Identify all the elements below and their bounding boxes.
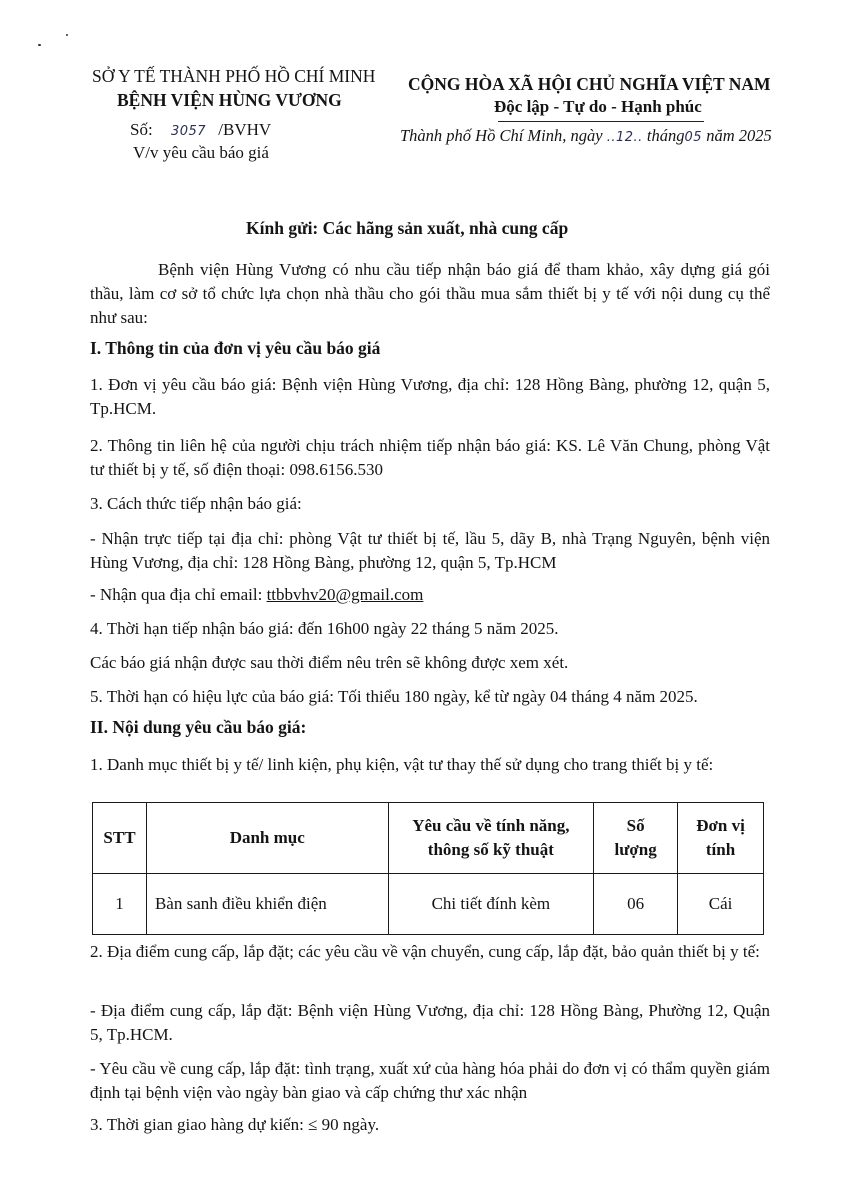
document-date xyxy=(400,126,772,146)
section-2-item-2a: - Địa điểm cung cấp, lắp đặt: Bệnh viện Hùng Vương, địa chỉ: 128 Hồng Bàng, Phường 12, Quận 5, Tp.HCM. xyxy=(90,1001,770,1044)
section-1-item-2: 2. Thông tin liên hệ của người chịu trách nhiệm tiếp nhận báo giá: KS. Lê Văn Chung, phòng Vật tư thiết bị y tế, số điện thoại: 098.6156.530 xyxy=(90,436,770,479)
document-number xyxy=(130,120,271,140)
section-1-item-4-note: Các báo giá nhận được sau thời điểm nêu trên sẽ không được xem xét. xyxy=(90,653,569,672)
section-2-item-2b: - Yêu cầu về cung cấp, lắp đặt: tình trạng, xuất xứ của hàng hóa phải do đơn vị có thẩm quyền giám định tại bệnh viện vào ngày bàn giao và cấp chứng thư xác nhận xyxy=(90,1059,770,1102)
national-motto: Độc lập - Tự do - Hạnh phúc xyxy=(494,97,702,116)
motto-underline xyxy=(498,121,704,122)
header-spec-line-2: thông số kỹ thuật xyxy=(427,840,554,859)
header-qty-line-1: Số xyxy=(626,816,645,835)
header-unit-line-2: tính xyxy=(705,840,736,859)
cell-stt: 1 xyxy=(93,874,147,935)
section-2-item-2: 2. Địa điểm cung cấp, lắp đặt; các yêu cầu về vận chuyển, cung cấp, lắp đặt, bảo quản thiết bị y tế: xyxy=(90,942,760,961)
cell-qty: 06 xyxy=(594,874,678,935)
email-label: - Nhận qua địa chỉ email: xyxy=(90,585,267,604)
header-qty-line-2: lượng xyxy=(614,840,657,859)
header-name: Danh mục xyxy=(146,803,388,874)
document-subject: V/v yêu cầu báo giá xyxy=(133,143,269,162)
section-2-title: II. Nội dung yêu cầu báo giá: xyxy=(90,717,307,737)
section-1-item-5: 5. Thời hạn có hiệu lực của báo giá: Tối thiểu 180 ngày, kể từ ngày 04 tháng 4 năm 2025. xyxy=(90,687,698,706)
salutation: Kính gửi: Các hãng sản xuất, nhà cung cấp xyxy=(246,218,569,238)
doc-no-prefix: Số: xyxy=(130,120,153,139)
header-unit-line-1: Đơn vị xyxy=(696,816,745,835)
date-month: 05 xyxy=(684,130,703,145)
section-1-title: I. Thông tin của đơn vị yêu cầu báo giá xyxy=(90,338,381,358)
date-year: năm 2025 xyxy=(706,126,772,145)
table-header-row xyxy=(93,803,764,874)
cell-unit: Cái xyxy=(678,874,764,935)
header-spec-line-1: Yêu cầu về tính năng, xyxy=(412,816,570,835)
section-1-item-3a: - Nhận trực tiếp tại địa chỉ: phòng Vật tư thiết bị tế, lầu 5, dãy B, nhà Trạng Nguyên, bệnh viện Hùng Vương, địa chỉ: 128 Hồng Bàng, phường 12, quận 5, Tp.HCM xyxy=(90,529,770,572)
header-qty xyxy=(594,803,678,874)
date-month-label: tháng xyxy=(646,126,685,145)
section-1-item-3: 3. Cách thức tiếp nhận báo giá: xyxy=(90,494,302,513)
scan-speck xyxy=(66,34,68,36)
hospital-name: BỆNH VIỆN HÙNG VƯƠNG xyxy=(117,90,342,110)
section-1-item-3b xyxy=(90,583,770,607)
equipment-table xyxy=(92,802,764,935)
header-unit xyxy=(678,803,764,874)
contact-email-link[interactable]: ttbbvhv20@gmail.com xyxy=(266,585,424,604)
section-1-item-1: 1. Đơn vị yêu cầu báo giá: Bệnh viện Hùng Vương, địa chỉ: 128 Hồng Bàng, phường 12, quận 5, Tp.HCM. xyxy=(90,375,770,418)
header-spec xyxy=(388,803,594,874)
section-1-item-4: 4. Thời hạn tiếp nhận báo giá: đến 16h00 ngày 22 tháng 5 năm 2025. xyxy=(90,619,559,638)
ministry-name: SỞ Y TẾ THÀNH PHỐ HỒ CHÍ MINH xyxy=(92,66,376,86)
section-2-item-3: 3. Thời gian giao hàng dự kiến: ≤ 90 ngày. xyxy=(90,1115,380,1134)
date-prefix: Thành phố Hồ Chí Minh, ngày xyxy=(400,126,603,145)
scan-speck xyxy=(38,44,41,46)
cell-name: Bàn sanh điều khiển điện xyxy=(146,874,388,935)
table-row xyxy=(93,874,764,935)
cell-spec: Chi tiết đính kèm xyxy=(388,874,594,935)
header-stt: STT xyxy=(93,803,147,874)
intro-paragraph: Bệnh viện Hùng Vương có nhu cầu tiếp nhận báo giá để tham khảo, xây dựng giá gói thầu, làm cơ sở tổ chức lựa chọn nhà thầu cho gói thầu mua sắm thiết bị y tế với nội dung cụ thể như sau: xyxy=(90,260,770,327)
date-day: ..12.. xyxy=(606,130,643,145)
section-2-item-1: 1. Danh mục thiết bị y tế/ linh kiện, phụ kiện, vật tư thay thế sử dụng cho trang thiết bị y tế: xyxy=(90,755,714,774)
doc-no-suffix: /BVHV xyxy=(218,120,272,139)
nation-name: CỘNG HÒA XÃ HỘI CHỦ NGHĨA VIỆT NAM xyxy=(408,74,771,94)
doc-no-handwritten: 3057 xyxy=(170,124,207,139)
